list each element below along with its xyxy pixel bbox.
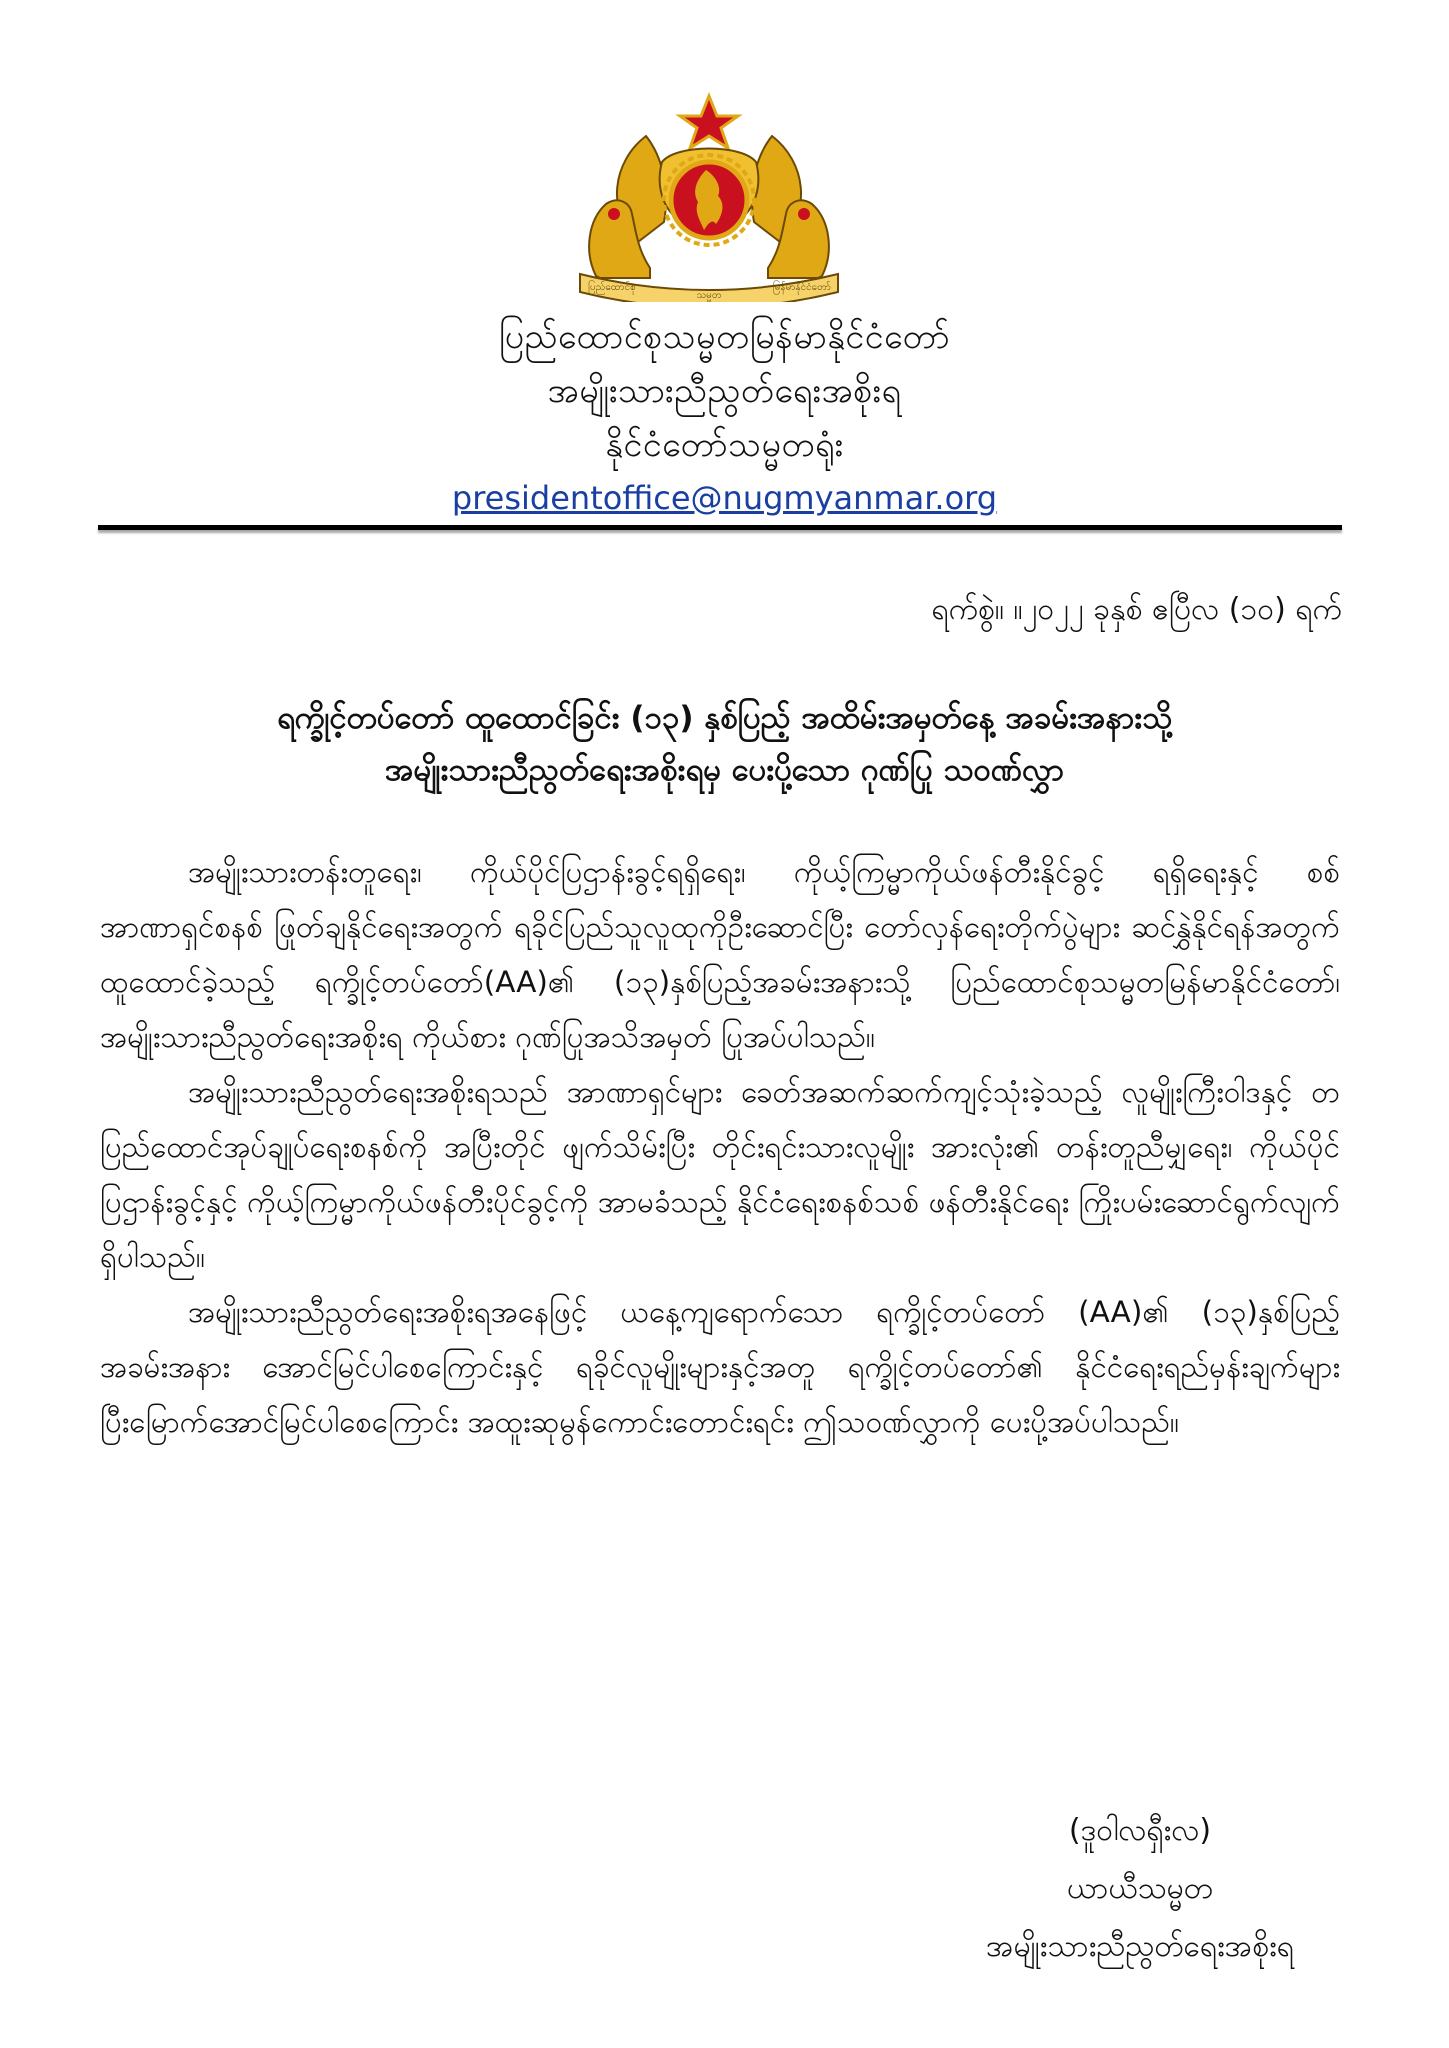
- emblem-scroll-right: မြန်မာနိုင်ငံတော်: [773, 282, 831, 293]
- header-office-name: နိုင်ငံတော်သမ္မတရုံး: [605, 425, 844, 465]
- emblem-scroll-center: သမ္မတ: [696, 290, 722, 301]
- letterhead: [0, 310, 1449, 524]
- emblem-scroll-left: ပြည်ထောင်စု: [588, 282, 636, 293]
- signature-block: [940, 1802, 1340, 1976]
- document-title: [120, 692, 1329, 796]
- signatory-organization: အမျိုးသားညီညွတ်ရေးအစိုးရ: [986, 1929, 1294, 1964]
- state-emblem: [566, 92, 852, 302]
- body-paragraph-1: အမျိုးသားတန်းတူရေး၊ ကိုယ်ပိုင်ပြဌာန်းခွင့်ရရှိရေး၊ ကိုယ့်ကြမ္မာကိုယ်ဖန်တီးနိုင်ခွင့် ရရှိရေးနှင့် စစ်အာဏာရှင်စနစ် ဖြုတ်ချနိုင်ရေးအတွက် ရခိုင်ပြည်သူလူထုကိုဦးဆောင်ပြီး တော်လှန်ရေးတိုက်ပွဲများ ဆင်နွှဲနိုင်ရန်အတွက် ထူထောင်ခဲ့သည့် ရက္ခိုင့်တပ်တော်(AA)၏ (၁၃)နှစ်ပြည့်အခမ်းအနားသို့ ပြည်ထောင်စုသမ္မတမြန်မာနိုင်ငံတော်၊ အမျိုးသားညီညွတ်ရေးအစိုးရ ကိုယ်စား ဂုဏ်ပြုအသိအမှတ် ပြုအပ်ပါသည်။: [100, 855, 1340, 1054]
- header-divider: [98, 525, 1342, 530]
- signatory-name: (ဒူဝါလရှီးလ): [1068, 1813, 1212, 1848]
- title-line-2: အမျိုးသားညီညွတ်ရေးအစိုးရမှ ပေးပို့သော ဂုဏ်ပြု သဝဏ်လွှာ: [385, 752, 1064, 788]
- header-country-name: ပြည်ထောင်စုသမ္မတမြန်မာနိုင်ငံတော်: [498, 317, 951, 357]
- body-paragraph-3: အမျိုးသားညီညွတ်ရေးအစိုးရအနေဖြင့် ယနေ့ကျရောက်သော ရက္ခိုင့်တပ်တော် (AA)၏ (၁၃)နှစ်ပြည့်အခမ်းအနား အောင်မြင်ပါစေကြောင်းနှင့် ရခိုင်လူမျိုးများနှင့်အတူ ရက္ခိုင့်တပ်တော်၏ နိုင်ငံရေးရည်မှန်းချက်များ ပြီးမြောက်အောင်မြင်ပါစေကြောင်း အထူးဆုမွန်ကောင်းတောင်းရင်း ဤသဝဏ်လွှာကို ပေးပို့အပ်ပါသည်။: [100, 1295, 1340, 1439]
- signatory-title: ယာယီသမ္မတ: [1067, 1871, 1213, 1906]
- email-link[interactable]: presidentoffice@nugmyanmar.org: [451, 479, 998, 517]
- star-icon: [680, 96, 738, 148]
- title-line-1: ရက္ခိုင့်တပ်တော် ထူထောင်ခြင်း (၁၃) နှစ်ပြည့် အထိမ်းအမှတ်နေ့ အခမ်းအနားသို့: [276, 700, 1173, 736]
- document-date: ရက်စွဲ။ ။၂၀၂၂ ခုနှစ် ဧပြီလ (၁၀) ရက်: [931, 592, 1342, 627]
- letter-body: [100, 845, 1340, 1450]
- body-paragraph-2: အမျိုးသားညီညွတ်ရေးအစိုးရသည် အာဏာရှင်များ ခေတ်အဆက်ဆက်ကျင့်သုံးခဲ့သည့် လူမျိုးကြီးဝါဒနှင့် တပြည်ထောင်အုပ်ချုပ်ရေးစနစ်ကို အပြီးတိုင် ဖျက်သိမ်းပြီး တိုင်းရင်းသားလူမျိုး အားလုံး၏ တန်းတူညီမျှရေး၊ ကိုယ်ပိုင်ပြဌာန်းခွင့်နှင့် ကိုယ့်ကြမ္မာကိုယ်ဖန်တီးပိုင်ခွင့်ကို အာမခံသည့် နိုင်ငံရေးစနစ်သစ် ဖန်တီးနိုင်ရေး ကြိုးပမ်းဆောင်ရွက်လျက်ရှိပါသည်။: [100, 1075, 1340, 1274]
- header-government-name: အမျိုးသားညီညွတ်ရေးအစိုးရ: [547, 371, 902, 411]
